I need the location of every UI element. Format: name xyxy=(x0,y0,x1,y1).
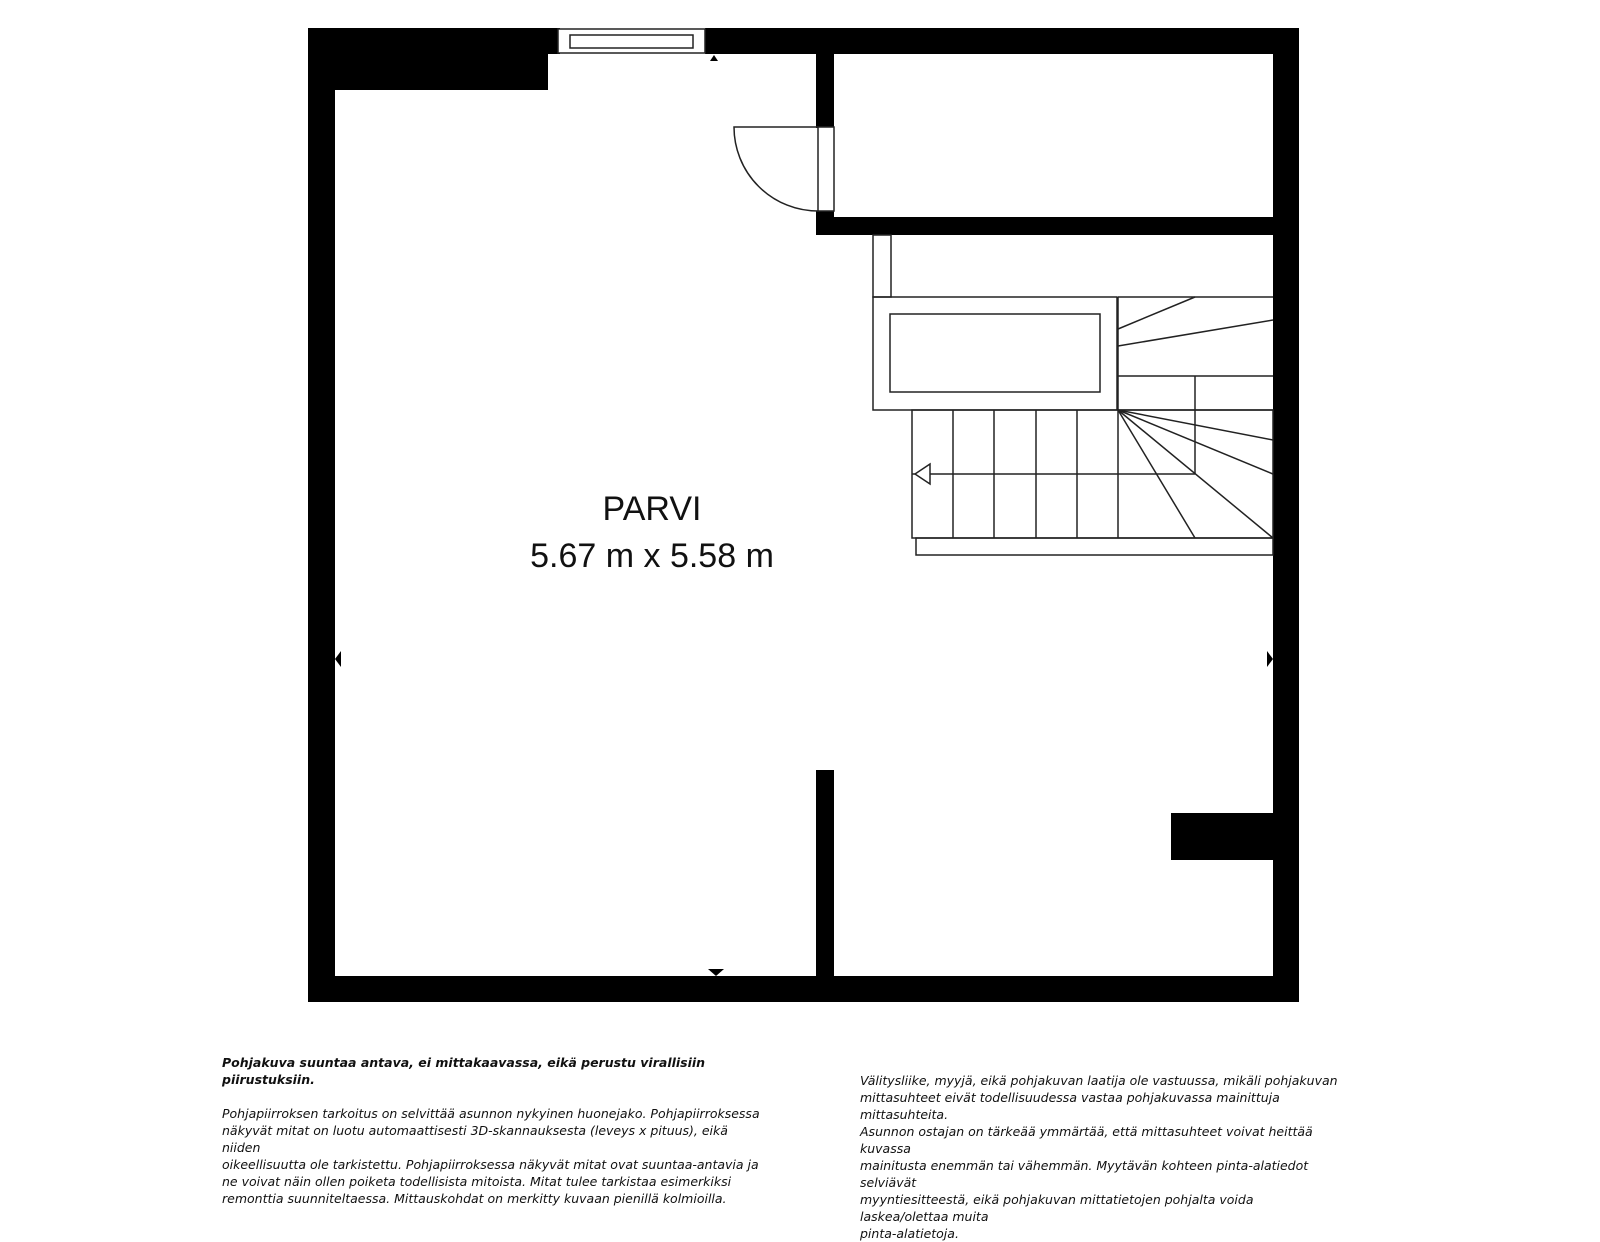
disclaimer-line: Asunnon ostajan on tärkeää ymmärtää, että mittasuhteet voivat heittää kuvassa xyxy=(860,1124,1313,1156)
closet-door xyxy=(734,127,834,211)
corner-block xyxy=(308,28,548,90)
measurement-markers xyxy=(335,55,1273,976)
stair-railing xyxy=(873,235,891,297)
closet-wall-left-top xyxy=(816,28,834,128)
partial-wall-bottom xyxy=(816,770,834,978)
disclaimer-line: myyntiesitteestä, eikä pohjakuvan mittatietojen pohjalta voida laskea/olettaa muita xyxy=(860,1192,1254,1224)
disclaimer-bold: Pohjakuva suuntaa antava, ei mittakaavassa, eikä perustu virallisiin piirustuksiin. xyxy=(222,1055,706,1087)
stair-opening-inner xyxy=(890,314,1100,392)
disclaimer-line: remonttia suunniteltaessa. Mittauskohdat on merkitty kuvaan pienillä kolmioilla. xyxy=(222,1191,727,1206)
window xyxy=(558,29,705,53)
closet-door-swing-arc xyxy=(734,127,818,211)
marker-top xyxy=(710,55,718,61)
closet-wall-bottom xyxy=(816,217,1299,235)
wall-right xyxy=(1273,28,1299,1002)
wall-left xyxy=(308,28,335,1002)
marker-left xyxy=(335,651,341,667)
disclaimer-line: Välitysliike, myyjä, eikä pohjakuvan laatija ole vastuussa, mikäli pohjakuvan xyxy=(860,1073,1338,1088)
marker-right xyxy=(1267,651,1273,667)
stair-bottom-step xyxy=(916,538,1273,555)
footer-disclaimer-left xyxy=(222,1054,767,1207)
wall-top-right xyxy=(705,28,1299,54)
staircase xyxy=(873,235,1273,555)
disclaimer-line: ne voivat näin ollen poiketa todellisista mitoista. Mitat tulee tarkistaa esimerkiksi xyxy=(222,1174,732,1189)
stair-direction-arrow xyxy=(915,464,930,484)
closet-walls xyxy=(816,28,1299,235)
disclaimer-line: oikeellisuutta ole tarkistettu. Pohjapiirroksessa näkyvät mitat ovat suuntaa-antavia ja xyxy=(222,1157,759,1172)
disclaimer-line: näkyvät mitat on luotu automaattisesti 3D-skannauksesta (leveys x pituus), eikä niiden xyxy=(222,1123,728,1155)
disclaimer-line: mittasuhteet eivät todellisuudessa vastaa pohjakuvassa mainittuja mittasuhteita. xyxy=(860,1090,1280,1122)
wall-bottom xyxy=(308,976,1299,1002)
window-glass xyxy=(570,35,693,48)
marker-bottom xyxy=(708,969,724,976)
room-dimensions: 5.67 m x 5.58 m xyxy=(530,537,774,575)
disclaimer-line: mainitusta enemmän tai vähemmän. Myytävän kohteen pinta-alatiedot selviävät xyxy=(860,1158,1309,1190)
disclaimer-line: pinta-alatietoja. xyxy=(860,1226,959,1241)
disclaimer-line: Pohjapiirroksen tarkoitus on selvittää asunnon nykyinen huonejako. Pohjapiirroksessa xyxy=(222,1106,760,1121)
room-name: PARVI xyxy=(602,490,702,528)
closet-door-leaf xyxy=(818,127,834,211)
outer-walls xyxy=(308,28,1299,1002)
chimney-block xyxy=(1171,813,1275,860)
footer-disclaimer-right xyxy=(860,1072,1340,1242)
